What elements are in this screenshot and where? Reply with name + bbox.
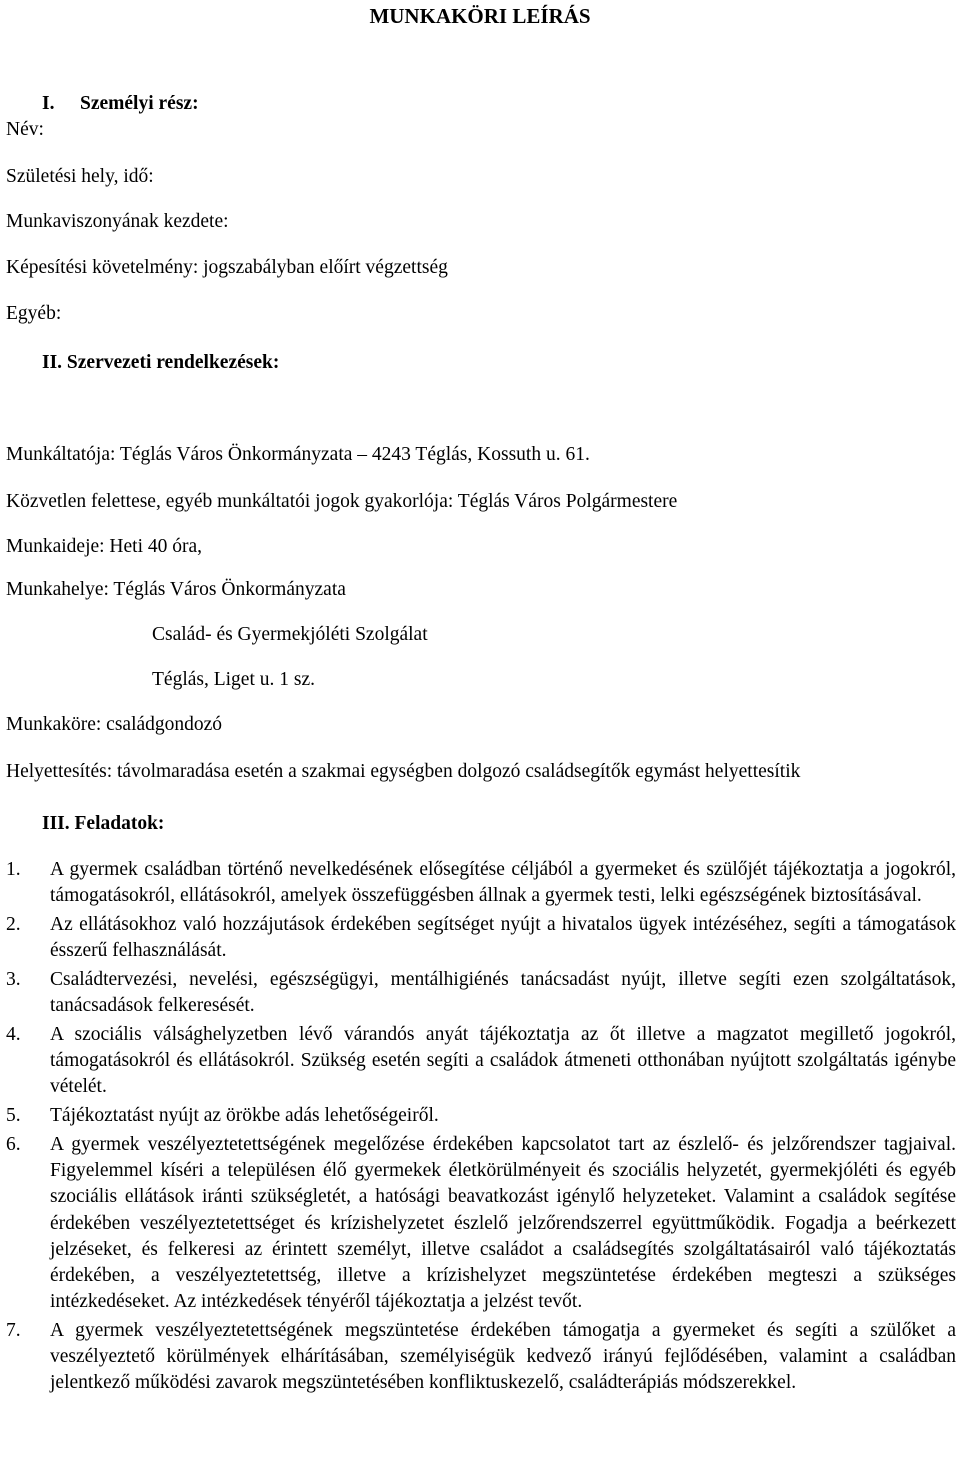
section-1-number: I. <box>42 93 55 114</box>
section-1-heading: Személyi rész: <box>80 93 199 114</box>
substitution-line: Helyettesítés: távolmaradása esetén a szakmai egységben dolgozó családsegítők egymást helyettesítik <box>6 761 801 782</box>
task-number: 7. <box>6 1320 21 1342</box>
workplace-line-2: Család- és Gyermekjóléti Szolgálat <box>152 624 428 645</box>
hours-line: Munkaideje: Heti 40 óra, <box>6 536 203 557</box>
task-text: A szociális válsághelyzetben lévő várandós anyát tájékoztatja az őt illetve a magzatot megillető jogokról, támogatásokról és ellátásokról. Szükség esetén segíti a családok átmeneti otthonában nyújtott szolgáltatás igénybe vételét. <box>50 1024 956 1098</box>
workplace-line: Munkahelye: Téglás Város Önkormányzata <box>6 579 346 600</box>
list-item <box>6 1318 956 1397</box>
task-number: 4. <box>6 1024 21 1045</box>
list-item <box>6 857 956 909</box>
list-item <box>6 967 956 1019</box>
task-text: A gyermek veszélyeztetettségének megszüntetése érdekében támogatja a gyermeket és segíti a szülőket a veszélyeztető körülmények elhárításában, személyiségük kedvező irányú fejlődésében, valamint a családban jelentkező működési zavarok megszüntetésében konfliktuskezelő, családterápiás módszerekkel. <box>50 1320 956 1394</box>
task-number: 6. <box>6 1134 21 1155</box>
task-text: A gyermek családban történő nevelkedésének elősegítése céljából a gyermeket és szülőjét tájékoztatja a jogokról, támogatásokról, ellátásokról, amelyek összefüggésben állnak a gyermek testi, lelki egészségének biztosításával. <box>50 859 956 907</box>
list-item <box>6 912 956 964</box>
list-item <box>6 1132 956 1315</box>
section-3-heading: III. Feladatok: <box>42 813 165 834</box>
document-title: MUNKAKÖRI LEÍRÁS <box>369 4 591 28</box>
list-item <box>6 1022 956 1101</box>
position-line: Munkaköre: családgondozó <box>6 714 223 735</box>
field-employment-start: Munkaviszonyának kezdete: <box>6 211 229 232</box>
task-text: Családtervezési, nevelési, egészségügyi, mentálhigiénés tanácsadást nyújt, illetve segíti ezen szolgáltatások, tanácsadások felkeresését. <box>50 969 956 1017</box>
field-name: Név: <box>6 119 44 140</box>
list-item <box>6 1103 956 1129</box>
task-text: Az ellátásokhoz való hozzájutások érdekében segítséget nyújt a hivatalos ügyek intézéséhez, segíti a támogatások ésszerű felhasználását. <box>50 914 956 962</box>
field-other: Egyéb: <box>6 303 62 324</box>
field-qualification: Képesítési követelmény: jogszabályban előírt végzettség <box>6 257 448 278</box>
task-text: A gyermek veszélyeztetettségének megelőzése érdekében kapcsolatot tart az észlelő- és jelzőrendszer tagjaival. Figyelemmel kíséri a településen élő gyermekek életkörülményeit és szociális helyzetét, gyermekjóléti és egyéb szociális ellátások iránti szükségletét, a hatósági beavatkozást igénylő helyzeteket. Valamint a családok segítése érdekében veszélyeztetettséget és krízishelyzetet észlelő jelzőrendszerrel együttműködik. Fogadja a beérkezett jelzéseket, és felkeresi az érintett személyt, illetve családot a családsegítés szolgáltatásairól való tájékoztatás érdekében, a veszélyeztetettség, illetve a krízishelyzet megszüntetése érdekében megteszi a szükséges intézkedéseket. Az intézkedések tényéről tájékoztatja a jelzést tevőt. <box>50 1134 956 1313</box>
superior-line: Közvetlen felettese, egyéb munkáltatói jogok gyakorlója: Téglás Város Polgármestere <box>6 491 678 512</box>
task-text: Tájékoztatást nyújt az örökbe adás lehetőségeiről. <box>50 1105 439 1127</box>
workplace-line-3: Téglás, Liget u. 1 sz. <box>152 669 315 690</box>
task-number: 2. <box>6 914 21 935</box>
section-2-heading: II. Szervezeti rendelkezések: <box>42 352 280 373</box>
field-birth: Születési hely, idő: <box>6 166 154 187</box>
task-number: 3. <box>6 969 21 990</box>
task-list <box>6 857 956 1399</box>
task-number: 5. <box>6 1105 21 1127</box>
task-number: 1. <box>6 859 21 880</box>
employer-line: Munkáltatója: Téglás Város Önkormányzata – 4243 Téglás, Kossuth u. 61. <box>6 444 590 465</box>
